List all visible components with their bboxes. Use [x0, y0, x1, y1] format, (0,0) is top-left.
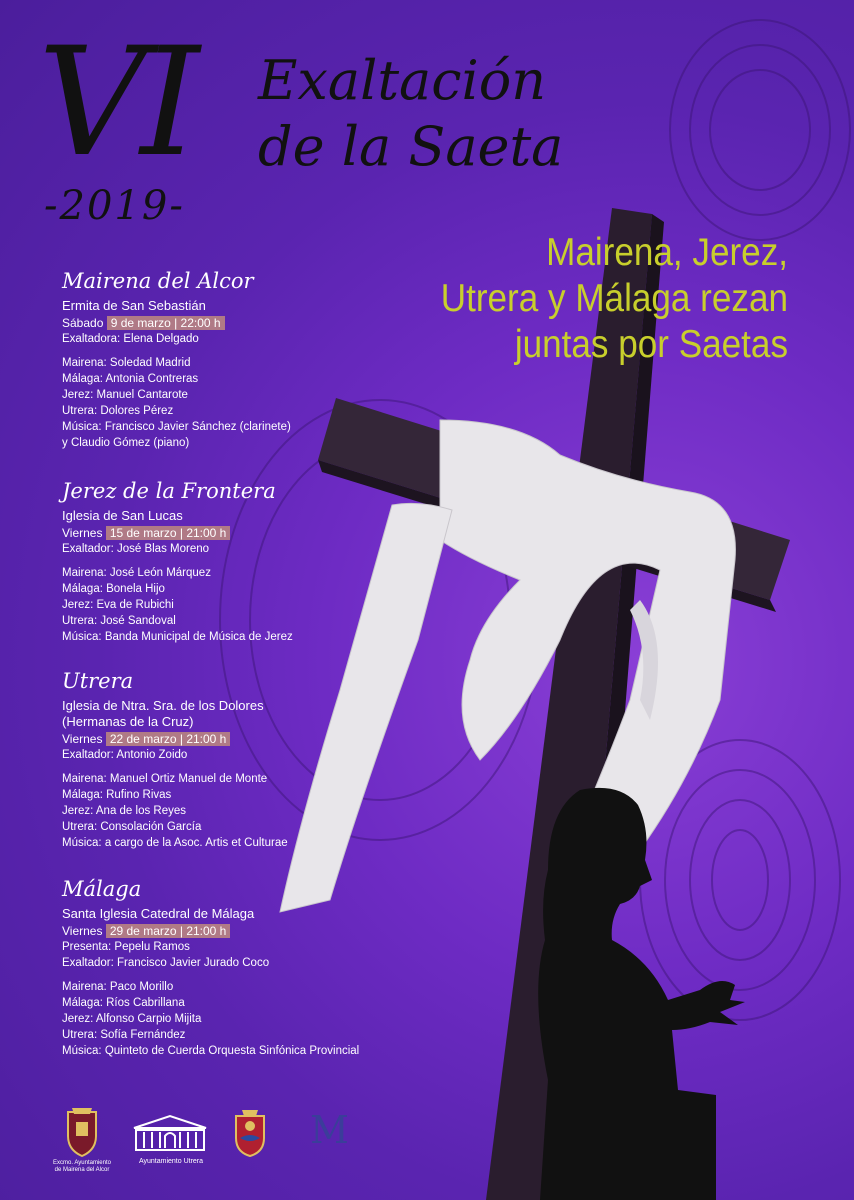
- date-line: [62, 525, 362, 541]
- mairena-logo-caption: Excmo. Ayuntamiento de Mairena del Alcor: [53, 1160, 111, 1173]
- sponsor-logos: [52, 1100, 372, 1180]
- weekday: Viernes: [62, 924, 103, 938]
- headline-line: Utrera y Málaga rezan: [440, 277, 788, 320]
- performer: Málaga: Antonia Contreras: [62, 373, 199, 385]
- performer: Málaga: Bonela Hijo: [62, 583, 165, 595]
- city-title: Jerez de la Frontera: [62, 479, 276, 503]
- date-line: [62, 315, 362, 331]
- performer: Mairena: Soledad Madrid: [62, 357, 191, 369]
- performer: Jerez: Eva de Rubichi: [62, 599, 174, 611]
- mairena-crest-icon: [62, 1106, 102, 1158]
- weekday: Viernes: [62, 732, 103, 746]
- performer: Málaga: Ríos Cabrillana: [62, 997, 185, 1009]
- headline-line: Mairena, Jerez,: [546, 231, 788, 274]
- host: Exaltador: Antonio Zoido: [62, 749, 188, 761]
- event-year: -2019-: [44, 183, 185, 229]
- performer: Utrera: Consolación García: [62, 821, 202, 833]
- date-line: [62, 923, 362, 939]
- event-section-utrera: [62, 668, 362, 851]
- host: Exaltador: Francisco Javier Jurado Coco: [62, 957, 270, 969]
- city-title: Utrera: [62, 669, 134, 693]
- performer: Música: a cargo de la Asoc. Artis et Culturae: [62, 837, 288, 849]
- date-line: [62, 731, 362, 747]
- venue: Santa Iglesia Catedral de Málaga: [62, 906, 255, 921]
- performer: Jerez: Ana de los Reyes: [62, 805, 187, 817]
- performer: Mairena: José León Márquez: [62, 567, 211, 579]
- city-title: Málaga: [62, 877, 142, 901]
- jerez-crest-icon: [232, 1108, 268, 1158]
- performer: Mairena: Manuel Ortiz Manuel de Monte: [62, 773, 268, 785]
- performer: Jerez: Manuel Cantarote: [62, 389, 188, 401]
- date-time-badge: 15 de marzo | 21:00 h: [106, 526, 231, 540]
- headline: [392, 230, 788, 368]
- title-line-2: de la Saeta: [258, 115, 564, 178]
- city-title: Mairena del Alcor: [62, 269, 254, 293]
- performer: y Claudio Gómez (piano): [62, 437, 190, 449]
- event-section-jerez: [62, 478, 362, 645]
- performer: Música: Banda Municipal de Música de Jerez: [62, 631, 293, 643]
- edition-number: VI: [38, 16, 194, 190]
- performer: Utrera: Sofía Fernández: [62, 1029, 186, 1041]
- performer: Utrera: Dolores Pérez: [62, 405, 174, 417]
- event-section-mairena: [62, 268, 362, 451]
- performer: Málaga: Rufino Rivas: [62, 789, 172, 801]
- singer-silhouette: [538, 788, 745, 1200]
- event-section-malaga: [62, 876, 362, 1059]
- utrera-logo-caption: Ayuntamiento Utrera: [138, 1158, 204, 1165]
- host: Exaltadora: Elena Delgado: [62, 333, 199, 345]
- host: Presenta: Pepelu Ramos: [62, 941, 190, 953]
- date-time-badge: 22 de marzo | 21:00 h: [106, 732, 231, 746]
- performer: Música: Francisco Javier Sánchez (clarinete): [62, 421, 291, 433]
- malaga-monogram-logo: M: [310, 1108, 349, 1152]
- venue-subtitle: (Hermanas de la Cruz): [62, 714, 194, 729]
- venue: Iglesia de Ntra. Sra. de los Dolores: [62, 698, 264, 713]
- performer: Jerez: Alfonso Carpio Mijita: [62, 1013, 202, 1025]
- headline-line: juntas por Saetas: [514, 323, 788, 366]
- venue: Ermita de San Sebastián: [62, 298, 206, 313]
- date-time-badge: 9 de marzo | 22:00 h: [107, 316, 225, 330]
- date-time-badge: 29 de marzo | 21:00 h: [106, 924, 231, 938]
- weekday: Sábado: [62, 316, 104, 330]
- performer: Utrera: José Sandoval: [62, 615, 176, 627]
- performer: Mairena: Paco Morillo: [62, 981, 174, 993]
- utrera-building-icon: [132, 1114, 208, 1154]
- title-line-1: Exaltación: [258, 49, 547, 112]
- performer: Música: Quinteto de Cuerda Orquesta Sinfónica Provincial: [62, 1045, 360, 1057]
- venue: Iglesia de San Lucas: [62, 508, 183, 523]
- host: Exaltador: José Blas Moreno: [62, 543, 210, 555]
- weekday: Viernes: [62, 526, 103, 540]
